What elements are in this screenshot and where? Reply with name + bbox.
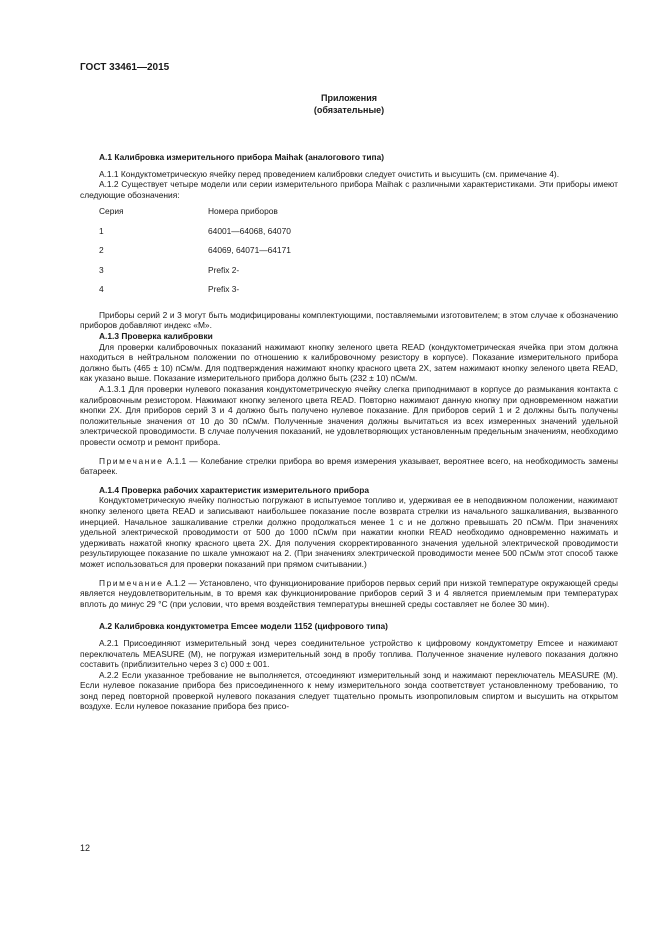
table-cell-numbers: Prefix 3- (208, 284, 240, 295)
page-content (80, 92, 618, 712)
paragraph-a1-1: А.1.1 Кондуктометрическую ячейку перед проведением калибровки следует очистить и высушить (см. примечание 4). (99, 168, 560, 179)
table-row (80, 226, 291, 246)
table-row (80, 265, 291, 285)
series-table (80, 206, 291, 304)
table-cell-series: 3 (99, 264, 104, 275)
appendix-subtitle: (обязательные) (313, 105, 385, 115)
table-cell-numbers: 64069, 64071—64171 (208, 245, 291, 256)
note-label: Примечание (99, 577, 164, 588)
section-a1-heading: А.1 Калибровка измерительного прибора Maihak (аналогового типа) (99, 152, 385, 162)
paragraph-a1-3-1: А.1.3.1 Для проверки нулевого показания кондуктометрическую ячейку слегка приподнимают в корпусе до размыкания контакта с калибровочным резистором. Нажимают кнопку зеленого цвета READ. Повторно нажимают данную кнопку при одновременном нажатии кнопки 2Х. Для приборов серий 3 и 4 должно быть получено нулевое показание. Для приборов серий 1 и 2 должны быть получены положительные значения от 10 до 30 пСм/м. Полученные значения должны вычитаться из всех измеренных значений удельной электрической проводимости. В случае получения показаний, не удовлетворяющих установленным предельным значениям, необходимо провести осмотр и ремонт прибора. (80, 384, 618, 447)
note-a1-1 (80, 456, 618, 477)
note-a1-2 (80, 578, 618, 610)
table-cell-series: 2 (99, 245, 104, 256)
paragraph-a2-1: А.2.1 Присоединяют измерительный зонд через соединительное устройство к цифровому кондуктометру Emcee и нажимают переключатель MEASURE (М), не погружая измерительный зонд в пробу топлива. Полученное значение нулевого показания должно составить (приблизительно через 3 с) 000 ± 001. (80, 637, 618, 670)
note-label: Примечание (99, 455, 164, 466)
note-text: А.1.1 — Колебание стрелки прибора во время измерения указывает, вероятнее всего, на необходимость замены батареек. (80, 455, 618, 477)
table-row (80, 284, 291, 304)
table-cell-numbers: 64001—64068, 64070 (208, 225, 291, 236)
note-text: А.1.2 — Установлено, что функционирование приборов первых серий при низкой температуре окружающей среды является неудовлетворительным, в то время как функционирование приборов серий 3 и 4 является приемлемым при температурах вплоть до минус 29 °С (при условии, что время воздействия температуры внешней среды составляет не более 30 мин). (80, 577, 618, 609)
table-header-row (80, 206, 291, 226)
standard-number: ГОСТ 33461—2015 (80, 62, 170, 73)
section-a2-heading: А.2 Калибровка кондуктометра Emcee модели 1152 (цифрового типа) (99, 621, 388, 632)
paragraph-a2-2: А.2.2 Если указанное требование не выполняется, отсоединяют измерительный зонд и нажимают переключатель MEASURE (М). Если нулевое показание прибора без присоединенного к нему измерительного зонда соответствует установленному требованию, то зонд перед повторной проверкой нулевого показания следует тщательно промыть изопропиловым спиртом и высушить на открытом воздухе. Если нулевое показание прибора без присо- (80, 669, 618, 712)
table-row (80, 245, 291, 265)
table-cell-series: 4 (99, 284, 104, 295)
table-header-numbers: Номера приборов (208, 206, 278, 217)
paragraph-a1-3: Для проверки калибровочных показаний нажимают кнопку зеленого цвета READ (кондуктометрическая ячейка при этом должна находиться в нейтральном положении по отношению к калибровочному резистору в корпусе). Показание измерительного прибора должно быть (465 ± 10) пСм/м. Для подтверждения нажимают кнопку красного цвета 2Х, затем нажимают кнопку зеленого цвета READ, как указано выше. Показание измерительного прибора должно быть (232 ± 10) пСм/м. (80, 341, 618, 384)
page-number: 12 (80, 843, 91, 853)
appendix-title: Приложения (321, 93, 377, 103)
table-cell-series: 1 (99, 225, 104, 236)
paragraph-a1-2: А.1.2 Существует четыре модели или серии измерительного прибора Maihak с различными характеристиками. Эти приборы имеют следующие обозначения: (80, 179, 618, 200)
table-cell-numbers: Prefix 2- (208, 264, 240, 275)
section-a1-3-heading: А.1.3 Проверка калибровки (99, 331, 213, 342)
paragraph-a1-modification: Приборы серий 2 и 3 могут быть модифицированы комплектующими, поставляемыми изготовителем; в этом случае к обозначению приборов добавляют индекс «М». (80, 309, 618, 331)
paragraph-a1-4: Кондуктометрическую ячейку полностью погружают в испытуемое топливо и, удерживая ее в неподвижном положении, нажимают кнопку зеленого цвета READ и записывают наибольшее показание после возврата стрелки из начального зашкаливания, вызванного инерцией. Начальное зашкаливание стрелки должно продолжаться менее 1 с и не должно превышать 20 пСм/м. При значениях удельной электрической проводимости от 500 до 1000 пСм/м при нажатии кнопки READ необходимо одновременно нажимать и удерживать нажатой кнопку красного цвета 2Х. Для получения скорректированного значения удельной электрической проводимости результирующее показание по шкале умножают на 2. (При значениях электрической проводимости менее 500 пСм/м этот способ также может использоваться для проверки показаний при прямом считывании.) (80, 495, 618, 569)
section-a1-4-heading: А.1.4 Проверка рабочих характеристик измерительного прибора (99, 484, 369, 495)
table-header-series: Серия (99, 206, 124, 217)
